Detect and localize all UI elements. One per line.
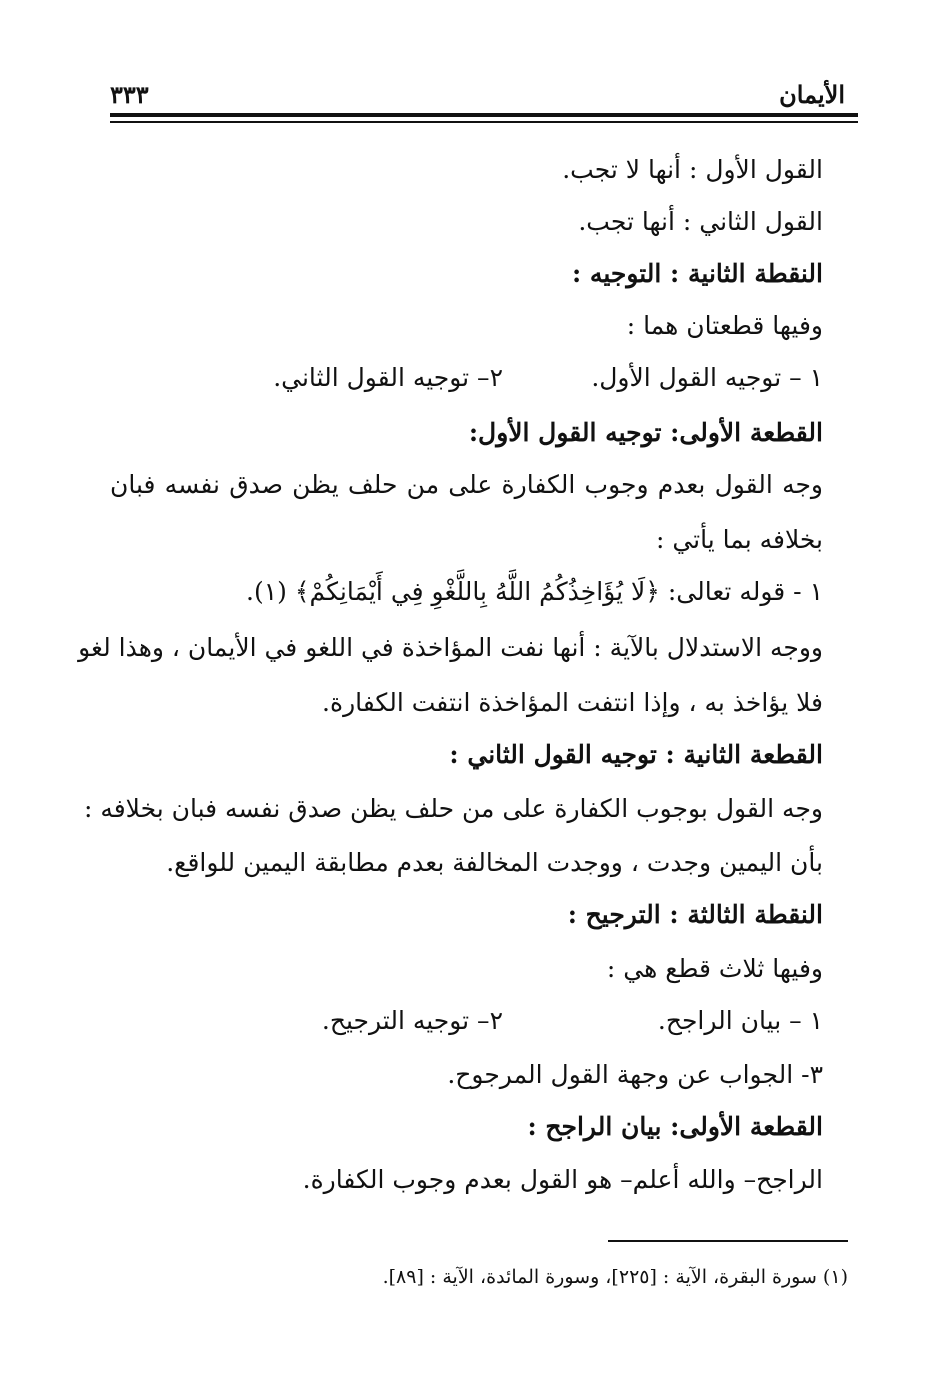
heading-point-two: النقطة الثانية : التوجيه : xyxy=(572,259,823,288)
paragraph-line: وجه القول بعدم وجوب الكفارة على من حلف يظن صدق نفسه فبان xyxy=(110,470,823,499)
heading-piece-one: القطعة الأولى: توجيه القول الأول: xyxy=(468,418,823,447)
heading-point-three: النقطة الثالثة : الترجيح : xyxy=(567,900,823,929)
paragraph-line: فلا يؤاخذ به ، وإذا انتفت المؤاخذة انتفت الكفارة. xyxy=(322,688,823,717)
text-line-two-pieces: وفيها قطعتان هما : xyxy=(626,311,823,340)
paragraph-line: بخلافه بما يأتي : xyxy=(655,525,823,554)
quran-verse-line: ١ - قوله تعالى: ﴿لَا يُؤَاخِذُكُمُ اللَّهُ بِاللَّغْوِ فِي أَيْمَانِكُمْ﴾ (١). xyxy=(246,577,823,606)
running-header-title: الأيمان xyxy=(779,80,845,109)
paragraph-line: ووجه الاستدلال بالآية : أنها نفت المؤاخذة في اللغو في الأيمان ، وهذا لغو xyxy=(78,633,823,662)
page-number: ٣٣٣ xyxy=(110,80,149,109)
footnote-separator xyxy=(608,1240,848,1242)
list-item-2: ٢– توجيه القول الثاني. xyxy=(273,363,503,392)
text-line-three-pieces: وفيها ثلاث قطع هي : xyxy=(606,954,823,983)
paragraph-line: بأن اليمين وجدت ، ووجدت المخالفة بعدم مطابقة اليمين للواقع. xyxy=(166,848,823,877)
paragraph-line: الراجح– والله أعلم– هو القول بعدم وجوب الكفارة. xyxy=(302,1165,823,1194)
header-rule-thin xyxy=(110,121,858,123)
footnote: (١) سورة البقرة، الآية : [٢٢٥]، وسورة المائدة، الآية : [٨٩]. xyxy=(382,1266,848,1288)
header-rule-thick xyxy=(110,113,858,117)
list-item-3: ٣- الجواب عن وجهة القول المرجوح. xyxy=(447,1060,823,1089)
heading-piece-one-preferred: القطعة الأولى: بيان الراجح : xyxy=(527,1112,823,1141)
paragraph-line: وجه القول بوجوب الكفارة على من حلف يظن صدق نفسه فبان بخلافه : xyxy=(83,794,823,823)
list-item-1: ١ – توجيه القول الأول. xyxy=(591,363,823,392)
text-line-first-opinion: القول الأول : أنها لا تجب. xyxy=(562,155,823,184)
list-item-1: ١ – بيان الراجح. xyxy=(657,1006,823,1035)
list-item-2: ٢– توجيه الترجيح. xyxy=(321,1006,503,1035)
heading-piece-two: القطعة الثانية : توجيه القول الثاني : xyxy=(449,740,823,769)
text-line-second-opinion: القول الثاني : أنها تجب. xyxy=(578,207,823,236)
